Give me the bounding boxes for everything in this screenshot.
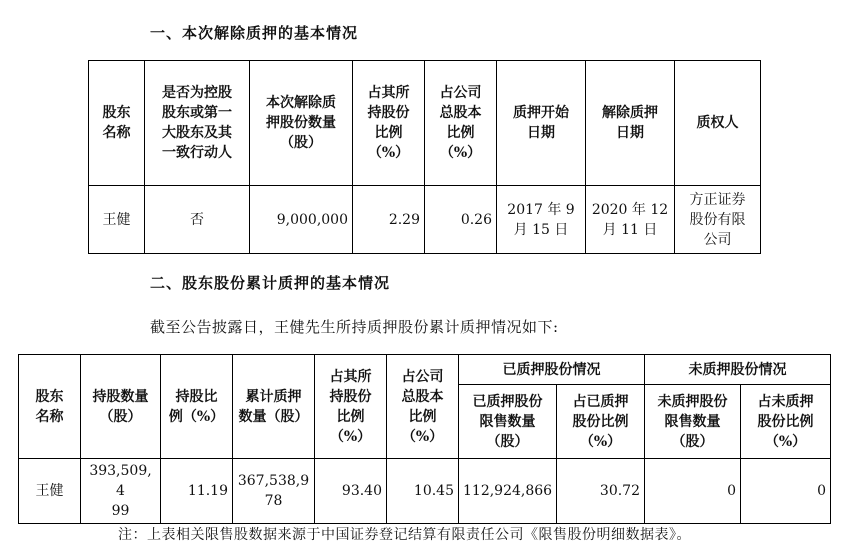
cell-release-date: 2020 年 12 月 11 日 — [586, 186, 675, 254]
section2-intro: 截至公告披露日，王健先生所持质押股份累计质押情况如下: — [150, 318, 559, 336]
cell-pct-of-holding: 93.40 — [315, 459, 387, 524]
table-row — [19, 459, 831, 524]
header-pledged-ratio: 占已质押 股份比例 （%） — [557, 385, 645, 459]
header-pct-of-total: 占公司 总股本 比例 （%） — [387, 355, 459, 459]
header-released-shares: 本次解除质 押股份数量 （股） — [250, 61, 353, 186]
header-pledge-start: 质押开始 日期 — [497, 61, 586, 186]
cell-unpledged-ratio: 0 — [741, 459, 831, 524]
section2-heading: 二、股东股份累计质押的基本情况 — [150, 274, 391, 292]
header-unpledged-restricted: 未质押股份 限售数量 （股） — [645, 385, 741, 459]
header-cumulative-pledged: 累计质押 数量（股） — [233, 355, 315, 459]
cell-unpledged-restricted: 0 — [645, 459, 741, 524]
cell-pct-of-holding: 2.29 — [353, 186, 425, 254]
footnote: 注：上表相关限售股数据来源于中国证券登记结算有限责任公司《限售股份明细数据表》。 — [118, 527, 691, 543]
release-table-header-row — [89, 61, 761, 186]
header-shares-held: 持股数量 （股） — [81, 355, 161, 459]
header-holding-pct: 持股比 例（%） — [161, 355, 233, 459]
cell-pct-of-total: 10.45 — [387, 459, 459, 524]
cell-shares-held: 393,509,4 99 — [81, 459, 161, 524]
cell-is-controlling: 否 — [145, 186, 250, 254]
cell-released-shares: 9,000,000 — [250, 186, 353, 254]
header-release-date: 解除质押 日期 — [586, 61, 675, 186]
cell-name: 王健 — [19, 459, 81, 524]
section1-heading: 一、本次解除质押的基本情况 — [150, 24, 359, 42]
release-table — [88, 60, 761, 254]
header-is-controlling: 是否为控股 股东或第一 大股东及其 一致行动人 — [145, 61, 250, 186]
cell-cumulative-pledged: 367,538,9 78 — [233, 459, 315, 524]
header-unpledged-ratio: 占未质押 股份比例 （%） — [741, 385, 831, 459]
cell-name: 王健 — [89, 186, 145, 254]
cumulative-table-header-row-1 — [19, 355, 831, 385]
cumulative-pledge-table — [18, 354, 831, 524]
header-pct-of-total: 占公司 总股本 比例 （%） — [425, 61, 497, 186]
header-pledged-group: 已质押股份情况 — [459, 355, 645, 385]
cell-pledged-restricted: 112,924,866 — [459, 459, 557, 524]
header-shareholder-name: 股东 名称 — [89, 61, 145, 186]
cell-pct-of-total: 0.26 — [425, 186, 497, 254]
header-pledged-restricted: 已质押股份 限售数量 （股） — [459, 385, 557, 459]
header-pct-of-holding: 占其所 持股份 比例 （%） — [353, 61, 425, 186]
cell-pledgee: 方正证券 股份有限 公司 — [675, 186, 761, 254]
table-row — [89, 186, 761, 254]
header-pledgee: 质权人 — [675, 61, 761, 186]
header-unpledged-group: 未质押股份情况 — [645, 355, 831, 385]
header-pct-of-holding: 占其所 持股份 比例 （%） — [315, 355, 387, 459]
cell-pledge-start: 2017 年 9 月 15 日 — [497, 186, 586, 254]
header-shareholder-name: 股东 名称 — [19, 355, 81, 459]
cell-pledged-ratio: 30.72 — [557, 459, 645, 524]
cell-holding-pct: 11.19 — [161, 459, 233, 524]
